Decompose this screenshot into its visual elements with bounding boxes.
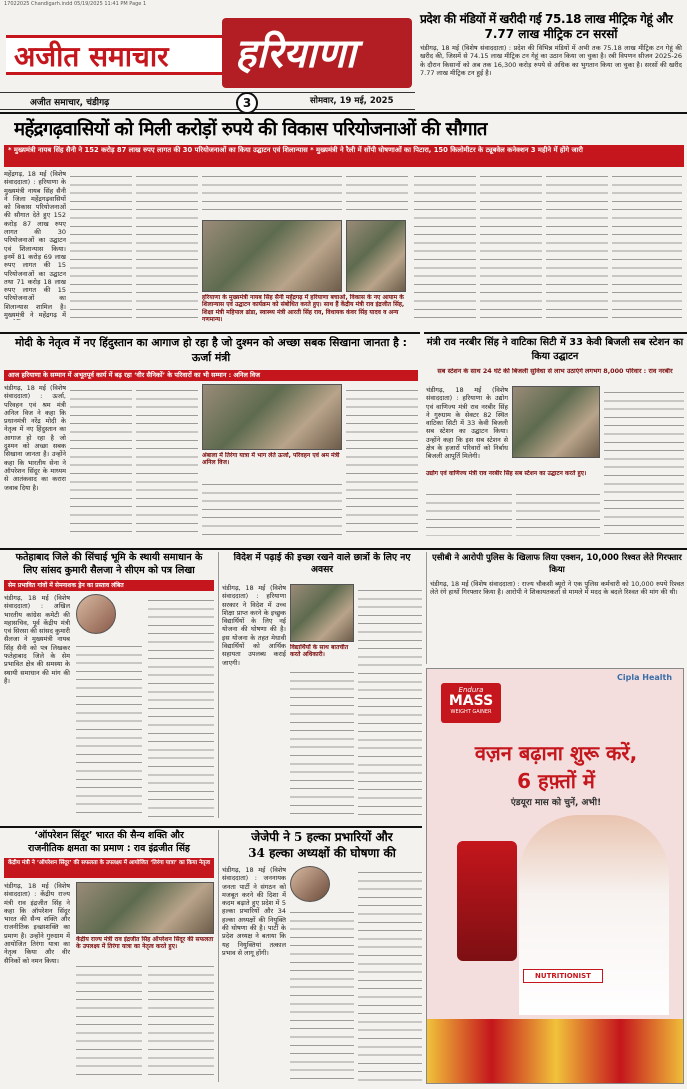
story-modi-headline: मोदी के नेतृत्व में नए हिंदुस्तान का आगाज हो रहा है जो दुश्मन को अच्छा सबक सिखाना जानता है : ऊर्जा मंत्री <box>15 336 407 364</box>
ad-product-name: MASS <box>448 693 494 709</box>
students-caption: विद्यार्थियों के साथ बातचीत करते अधिकारी। <box>290 644 349 659</box>
masthead <box>0 10 415 110</box>
print-slug: 17022025 Chandigarh.indd 05/19/2025 11:41 PM Page 1 <box>4 1 147 7</box>
story-water-headline: मंत्री राव नरबीर सिंह ने वाटिका सिटी में 33 केवी बिजली सब स्टेशन का किया उद्घाटन <box>426 337 684 362</box>
fatehabad-headline-1: फतेहाबाद जिले की सिंचाई भूमि के स्थायी समाधान के <box>15 552 203 563</box>
sindoor-strap: केंद्रीय मंत्री ने ‘ऑपरेशन सिंदूर’ की सफलता के उपलक्ष्य में आयोजित ‘तिरंगा यात्रा’ का किया नेतृत्व <box>4 858 214 878</box>
police-headline: एसीबी ने आरोपी पुलिस के खिलाफ लिया एक्शन, 10,000 रिश्वत लेते गिरफ्तार किया <box>432 552 682 574</box>
top-right-story <box>420 12 682 110</box>
ad-line-1: वज़न बढ़ाना शुरू करें, <box>474 741 638 765</box>
students-photo <box>290 584 354 642</box>
students-headline: विदेश में पढ़ाई की इच्छा रखने वाले छात्रों के लिए नए अवसर <box>233 552 411 575</box>
sindoor-body-col-2 <box>76 960 142 1082</box>
ad-product-sub: WEIGHT GAINER <box>450 709 492 715</box>
row4-rule <box>0 826 422 828</box>
top-right-body: चंडीगढ़, 18 मई (विशेष संवाददाता) : प्रदेश की विभिन्न मंडियों में अभी तक 75.18 लाख मीट्रिक टन गेहूं की खरीद की, जिसमें से 74.15 लाख मीट्रिक टन गेहूं का उठान किया जा चुका है। रबी विपणन सीजन 2025-26 के दौरान किसानों को अब तक 16,300 करोड़ रुपये से अधिक का भुगतान किया जा चुका है। सरसों की खरीद 7.77 लाख मीट्रिक टन हुई है। <box>420 44 682 77</box>
lead-headline: महेंद्रगढ़वासियों को मिली करोड़ों रुपये की विकास परियोजनाओं की सौगात <box>14 119 487 140</box>
ad-product-strip <box>427 1019 684 1084</box>
sindoor-body-col-3 <box>148 960 214 1082</box>
lead-body-col-7 <box>480 170 542 320</box>
top-right-headline-2: 7.77 लाख मीट्रिक टन सरसों <box>484 27 618 41</box>
sindoor-photo <box>76 882 214 934</box>
story-modi-body-col-5 <box>346 384 418 536</box>
page-number: 3 <box>236 92 258 114</box>
lead-body-col-6 <box>414 170 476 320</box>
ad-line-2: 6 हफ़्तों में <box>517 769 595 793</box>
story-modi-body-col-4 <box>202 478 342 536</box>
story-water-photo <box>512 386 600 458</box>
students-body-col-3 <box>358 584 422 818</box>
jjp-headline-1: जेजेपी ने 5 हल्का प्रभारियों और <box>251 830 393 844</box>
ad-product-logo <box>441 683 501 723</box>
lead-body-col-5 <box>346 170 408 216</box>
story-modi-strap: आज हरियाणा के सम्मान में अभूतपूर्व कार्य में बढ़ रहा ‘वीर सैनिकों’ के परिवारों का भी सम्मान : अनिल विज <box>4 370 418 381</box>
sindoor-body: चंडीगढ़, 18 मई (विशेष संवाददाता) : केंद्रीय राज्य मंत्री राव इंद्रजीत सिंह ने कहा कि ऑपरेशन सिंदूर भारत की सैन्य शक्ति और राजनीतिक इच्छाशक्ति का प्रमाण है। उन्होंने गुरुग्राम में आयोजित तिरंगा यात्रा का नेतृत्व किया और वीर सैनिकों को नमन किया। <box>4 882 70 965</box>
sindoor-headline-2: राजनीतिक क्षमता का प्रमाण : राव इंद्रजीत सिंह <box>28 843 190 854</box>
story-modi-photo <box>202 384 342 450</box>
fatehabad-strap: सेम प्रभावित गांवों में सेमनाशक ड्रेन का प्रस्ताव लंबित <box>4 580 214 591</box>
masthead-name-left: अजीत समाचार <box>14 40 169 73</box>
top-right-headline-1: प्रदेश की मंडियों में खरीदी गई 75.18 लाख मीट्रिक गेहूं और <box>420 12 673 26</box>
jjp-headline-2: 34 हल्का अध्यक्षों की घोषणा की <box>248 846 396 860</box>
story-water-caption: उद्योग एवं वाणिज्य मंत्री राव नरबीर सिंह सब स्टेशन का उद्घाटन करते हुए। <box>426 470 587 477</box>
story-modi-body-col-3 <box>136 384 198 536</box>
story-water-body-col-3 <box>604 386 684 536</box>
lead-story-rule <box>0 112 687 114</box>
story-water-body: चंडीगढ़, 18 मई (विशेष संवाददाता) : हरियाणा के उद्योग एवं वाणिज्य मंत्री राव नरबीर सिंह ने गुरुग्राम के सेक्टर 82 स्थित वाटिका सिटी में 33 केवी बिजली सब स्टेशन का उद्घाटन किया। उन्होंने कहा कि इस सब स्टेशन से क्षेत्र के हजारों परिवारों को निर्बाध बिजली आपूर्ति मिलेगी। <box>426 386 508 461</box>
lead-body-col-8 <box>546 170 608 320</box>
fatehabad-headline-2: लिए सांसद कुमारी सैलजा ने सीएम को पत्र लिखा <box>23 565 195 576</box>
story-modi-body-col-2 <box>70 384 132 536</box>
jjp-body-col-2 <box>290 906 354 1082</box>
sindoor-headline-1: ‘ऑपरेशन सिंदूर’ भारत की सैन्य शक्ति और <box>34 830 184 841</box>
jjp-body: चंडीगढ़, 18 मई (विशेष संवाददाता) : जननायक जनता पार्टी ने संगठन को मजबूत करने की दिशा में कदम बढ़ाते हुए प्रदेश में 5 हल्का प्रभारियों और 34 हल्का अध्यक्षों की नियुक्ति की घोषणा की है। पार्टी के प्रदेश अध्यक्ष ने बताया कि यह नियुक्तियां तत्काल प्रभाव से लागू होंगी। <box>222 866 286 957</box>
story-modi-rule <box>0 332 420 334</box>
lead-body-col-2 <box>70 170 132 320</box>
jjp-body-col-3 <box>358 866 422 1082</box>
story-water-body-col-4 <box>426 488 512 536</box>
story-water-rule <box>424 332 687 334</box>
students-body: चंडीगढ़, 18 मई (विशेष संवाददाता) : हरियाणा सरकार ने विदेश में उच्च शिक्षा प्राप्त करने के इच्छुक विद्यार्थियों के लिए नई योजना की घोषणा की है। इस योजना के तहत मेधावी विद्यार्थियों को आर्थिक सहायता उपलब्ध कराई जाएगी। <box>222 584 286 667</box>
students-body-col-2 <box>290 666 354 818</box>
ad-product-jar <box>457 841 517 961</box>
lead-strap: * मुख्यमंत्री नायब सिंह सैनी ने 152 करोड़ 87 लाख रुपए लागत की 30 परियोजनाओं का किया उद्घाटन एवं शिलान्यास * मुख्यमंत्री ने रैली में सोंपी घोषणाओं का पिटारा, 150 किलोमीटर के ट्यूबवेल कनेक्शन 3 महीने में होंगे जारी <box>4 145 684 167</box>
lead-photo <box>202 220 342 292</box>
masthead-name-right: हरियाणा <box>235 30 356 77</box>
police-body: चंडीगढ़, 18 मई (विशेष संवाददाता) : राज्य चौकसी ब्यूरो ने एक पुलिस कर्मचारी को 10,000 रुपये रिश्वत लेते रंगे हाथों गिरफ्तार किया है। आरोपी ने शिकायतकर्ता से मामले में मदद के बदले रिश्वत की मांग की थी। <box>430 580 684 597</box>
fatehabad-body: चंडीगढ़, 18 मई (विशेष संवाददाता) : अखिल भारतीय कांग्रेस कमेटी की महासचिव, पूर्व केंद्रीय मंत्री एवं सिरसा की सांसद कुमारी सैलजा ने मुख्यमंत्री नायब सिंह सैनी को पत्र लिखकर फतेहाबाद जिले के सेम प्रभावित क्षेत्र की समस्या के स्थायी समाधान की मांग की है। <box>4 594 70 685</box>
divider-1 <box>218 552 219 818</box>
ad-brand: Cipla Health <box>617 673 673 682</box>
lead-photo-caption: हरियाणा के मुख्यमंत्री नायब सिंह सैनी महेंद्रगढ़ में हरियाणा बचाओ, विकास के नए आयाम के शिलान्यास एवं उद्घाटन कार्यक्रम को संबोधित करते हुए। साथ हैं केंद्रीय मंत्री राव इंद्रजीत सिंह, शिक्षा मंत्री महिपाल ढांडा, स्वास्थ्य मंत्री आरती सिंह राव, विधायक कंवर सिंह यादव व अन्य गणमान्य। <box>202 294 405 324</box>
lead-body-col-4 <box>202 170 342 216</box>
ad-badge: NUTRITIONIST <box>523 969 603 983</box>
story-modi-body: चंडीगढ़, 18 मई (विशेष संवाददाता) : ऊर्जा, परिवहन एवं श्रम मंत्री अनिल विज ने कहा कि प्रधानमंत्री नरेंद्र मोदी के नेतृत्व में नए हिंदुस्तान का आगाज हो रहा है जो दुश्मन को अच्छा सबक सिखाना जानता है। उन्होंने कहा कि भारतीय सेना ने ऑपरेशन सिंदूर के माध्यम से आतंकवाद का करारा जवाब दिया है। <box>4 384 66 492</box>
divider-3 <box>218 830 219 1082</box>
fatehabad-body-col-3 <box>148 594 214 820</box>
masthead-date: सोमवार, 19 मई, 2025 <box>310 96 394 106</box>
ad-block <box>426 668 684 1084</box>
ad-line-3: एंडयूरा मास को चुनें, अभी! <box>510 798 602 808</box>
divider-2 <box>426 552 427 664</box>
ad-model-image <box>519 815 669 1015</box>
masthead-city: अजीत समाचार, चंडीगढ़ <box>30 98 110 108</box>
lead-body-col-1: महेंद्रगढ़, 18 मई (विशेष संवाददाता) : हरियाणा के मुख्यमंत्री नायब सिंह सैनी ने जिला महेंद्रगढ़वासियों को विकास परियोजनाओं की सौगात देते हुए 152 करोड़ 87 लाख रुपए लागत की 30 परियोजनाओं का उद्घाटन एवं शिलान्यास किया। इनमें 81 करोड़ 69 लाख रुपए लागत की 15 परियोजनाओं का उद्घाटन तथा 71 करोड़ 18 लाख रुपए लागत की 15 परियोजनाओं का शिलान्यास शामिल है। मुख्यमंत्री ने महेंद्रगढ़ में <box>4 170 66 320</box>
story-modi-caption: अंबाला में तिरंगा यात्रा में भाग लेते ऊर्जा, परिवहन एवं श्रम मंत्री अनिल विज। <box>202 452 340 467</box>
fatehabad-body-col-2 <box>76 640 142 820</box>
row3-rule <box>0 548 687 550</box>
jjp-portrait <box>290 866 330 902</box>
fatehabad-portrait <box>76 594 116 634</box>
story-water-body-col-5 <box>516 488 600 536</box>
ad-product-brand: Endura <box>458 686 484 694</box>
lead-body-col-9 <box>612 170 682 320</box>
lead-photo-2 <box>346 220 406 292</box>
sindoor-caption: केंद्रीय राज्य मंत्री राव इंद्रजीत सिंह ऑपरेशन सिंदूर की सफलता के उपलक्ष्य में तिरंगा यात्रा का नेतृत्व करते हुए। <box>76 936 214 951</box>
lead-body-col-3 <box>136 170 198 320</box>
story-water-strap: सब स्टेशन के साथ 24 घंटे की बिजली सुविधा से लाभ उठाएंगे लगभग 8,000 परिवार : राव नरबीर <box>437 368 673 375</box>
